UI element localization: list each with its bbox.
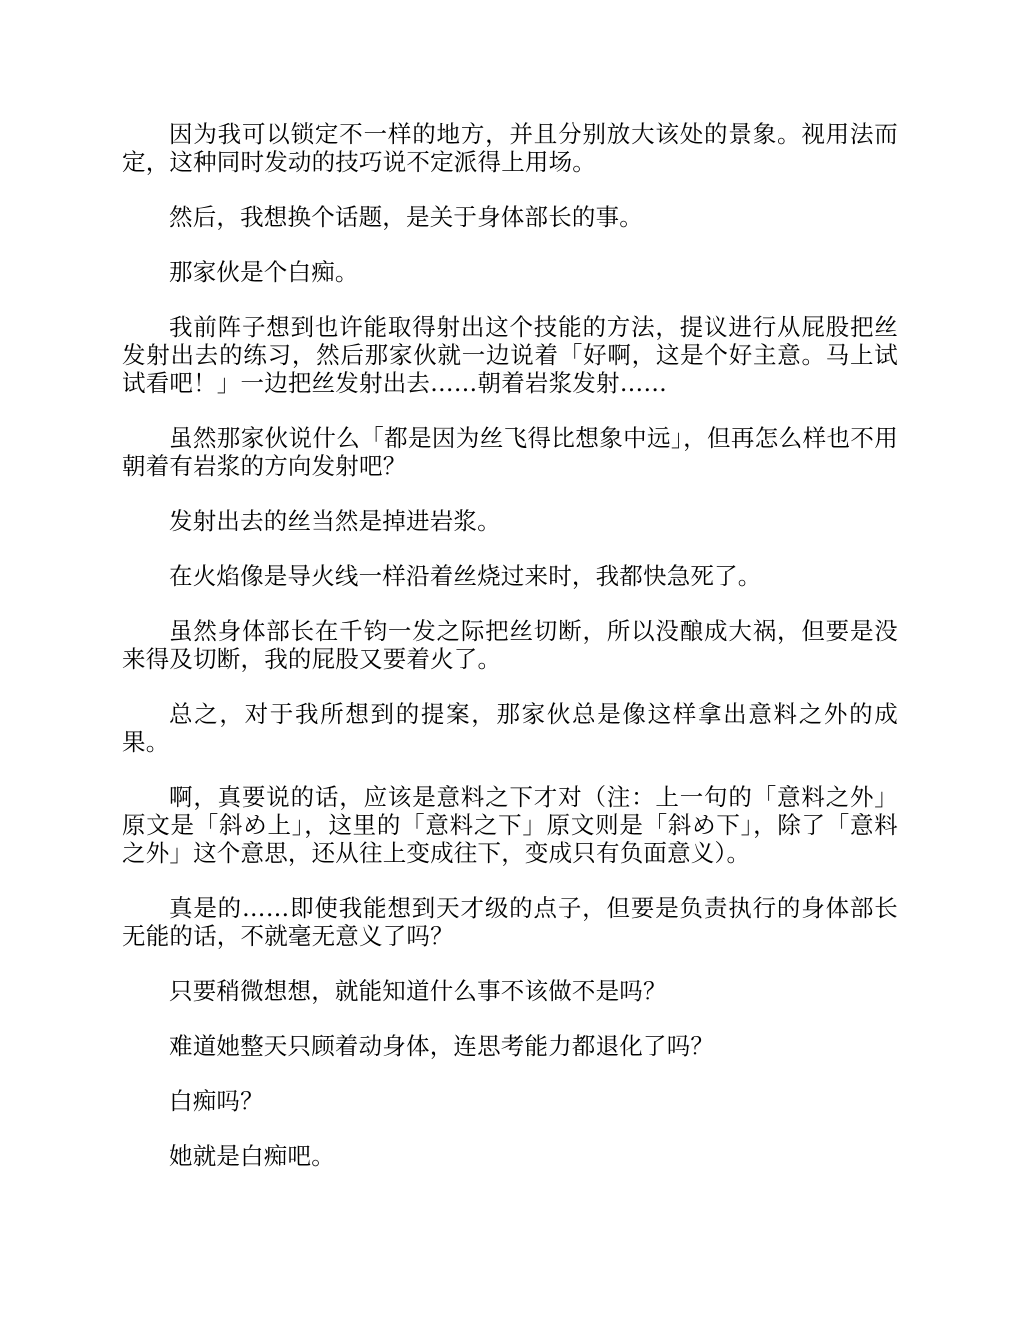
- paragraph: 虽然那家伙说什么「都是因为丝飞得比想象中远」，但再怎么样也不用朝着有岩浆的方向发射吧？: [122, 424, 898, 480]
- document-body: [122, 120, 898, 1197]
- paragraph: 因为我可以锁定不一样的地方，并且分别放大该处的景象。视用法而定，这种同时发动的技巧说不定派得上用场。: [122, 120, 898, 176]
- paragraph: 她就是白痴吧。: [169, 1142, 335, 1170]
- paragraph: 总之，对于我所想到的提案，那家伙总是像这样拿出意料之外的成果。: [122, 700, 898, 756]
- paragraph: 那家伙是个白痴。: [169, 258, 359, 286]
- paragraph: 然后，我想换个话题，是关于身体部长的事。: [169, 203, 643, 231]
- paragraph: 真是的……即使我能想到天才级的点子，但要是负责执行的身体部长无能的话，不就毫无意义了吗？: [122, 894, 898, 950]
- paragraph: 发射出去的丝当然是掉进岩浆。: [169, 507, 501, 535]
- paragraph: 只要稍微想想，就能知道什么事不该做不是吗？: [169, 977, 667, 1005]
- paragraph: 难道她整天只顾着动身体，连思考能力都退化了吗？: [169, 1032, 715, 1060]
- paragraph: 在火焰像是导火线一样沿着丝烧过来时，我都快急死了。: [169, 562, 762, 590]
- paragraph: 我前阵子想到也许能取得射出这个技能的方法，提议进行从屁股把丝发射出去的练习，然后那家伙就一边说着「好啊，这是个好主意。马上试试看吧！」一边把丝发射出去……朝着岩浆发射……: [122, 313, 898, 397]
- paragraph: 白痴吗？: [169, 1087, 264, 1115]
- paragraph: 虽然身体部长在千钧一发之际把丝切断，所以没酿成大祸，但要是没来得及切断，我的屁股又要着火了。: [122, 617, 898, 673]
- paragraph: 啊，真要说的话，应该是意料之下才对（注：上一句的「意料之外」原文是「斜め上」，这里的「意料之下」原文则是「斜め下」，除了「意料之外」这个意思，还从往上变成往下，变成只有负面意义）。: [122, 783, 898, 867]
